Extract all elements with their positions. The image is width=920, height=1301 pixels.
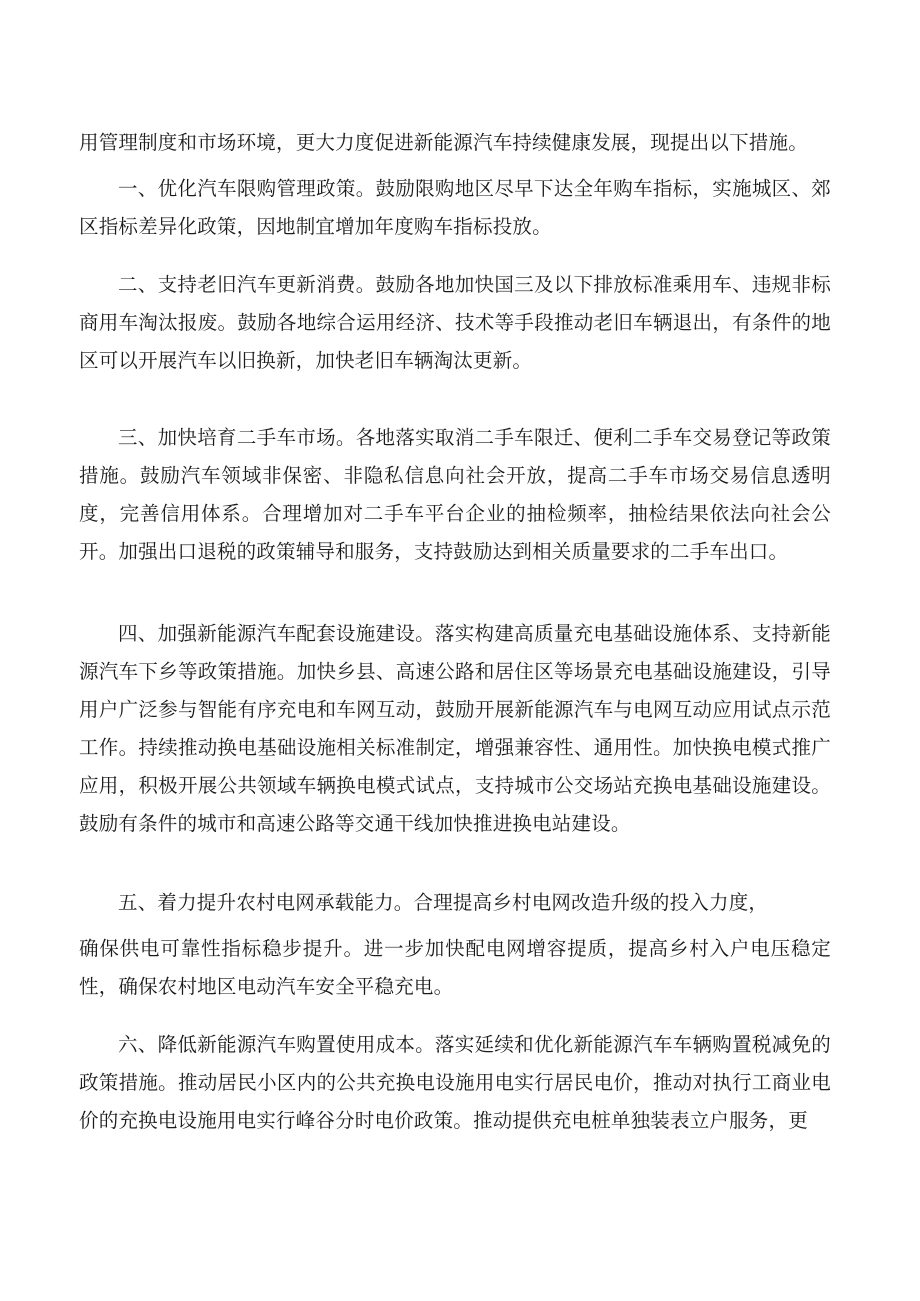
paragraph-measure-5-first-line: 五、着力提升农村电网承载能力。合理提高乡村电网改造升级的投入力度， <box>118 891 769 914</box>
paragraph-intro-continuation: 用管理制度和市场环境，更大力度促进新能源汽车持续健康发展，现提出以下措施。 <box>79 131 808 154</box>
paragraph-measure-1: 一、优化汽车限购管理政策。鼓励限购地区尽早下达全年购车指标，实施城区、郊区指标差异化政策，因地制宜增加年度购车指标投放。 <box>79 177 831 238</box>
paragraph-measure-5-continuation: 确保供电可靠性指标稳步提升。进一步加快配电网增容提质，提高乡村入户电压稳定性，确保农村地区电动汽车安全平稳充电。 <box>79 937 831 998</box>
paragraph-measure-3: 三、加快培育二手车市场。各地落实取消二手车限迁、便利二手车交易登记等政策措施。鼓励汽车领域非保密、非隐私信息向社会开放，提高二手车市场交易信息透明度，完善信用体系。合理增加对二手车平台企业的抽检频率，抽检结果依法向社会公开。加强出口退税的政策辅导和服务，支持鼓励达到相关质量要求的二手车出口。 <box>79 426 831 563</box>
paragraph-measure-2: 二、支持老旧汽车更新消费。鼓励各地加快国三及以下排放标准乘用车、违规非标商用车淘汰报废。鼓励各地综合运用经济、技术等手段推动老旧车辆退出，有条件的地区可以开展汽车以旧换新，加快老旧车辆淘汰更新。 <box>79 273 831 372</box>
paragraph-measure-4: 四、加强新能源汽车配套设施建设。落实构建高质量充电基础设施体系、支持新能源汽车下乡等政策措施。加快乡县、高速公路和居住区等场景充电基础设施建设，引导用户广泛参与智能有序充电和车网互动，鼓励开展新能源汽车与电网互动应用试点示范工作。持续推动换电基础设施相关标准制定，增强兼容性、通用性。加快换电模式推广应用，积极开展公共领域车辆换电模式试点，支持城市公交场站充换电基础设施建设。鼓励有条件的城市和高速公路等交通干线加快推进换电站建设。 <box>79 622 831 835</box>
paragraph-measure-6: 六、降低新能源汽车购置使用成本。落实延续和优化新能源汽车车辆购置税减免的政策措施。推动居民小区内的公共充换电设施用电实行居民电价，推动对执行工商业电价的充换电设施用电实行峰谷分时电价政策。推动提供充电桩单独装表立户服务，更 <box>79 1033 831 1132</box>
